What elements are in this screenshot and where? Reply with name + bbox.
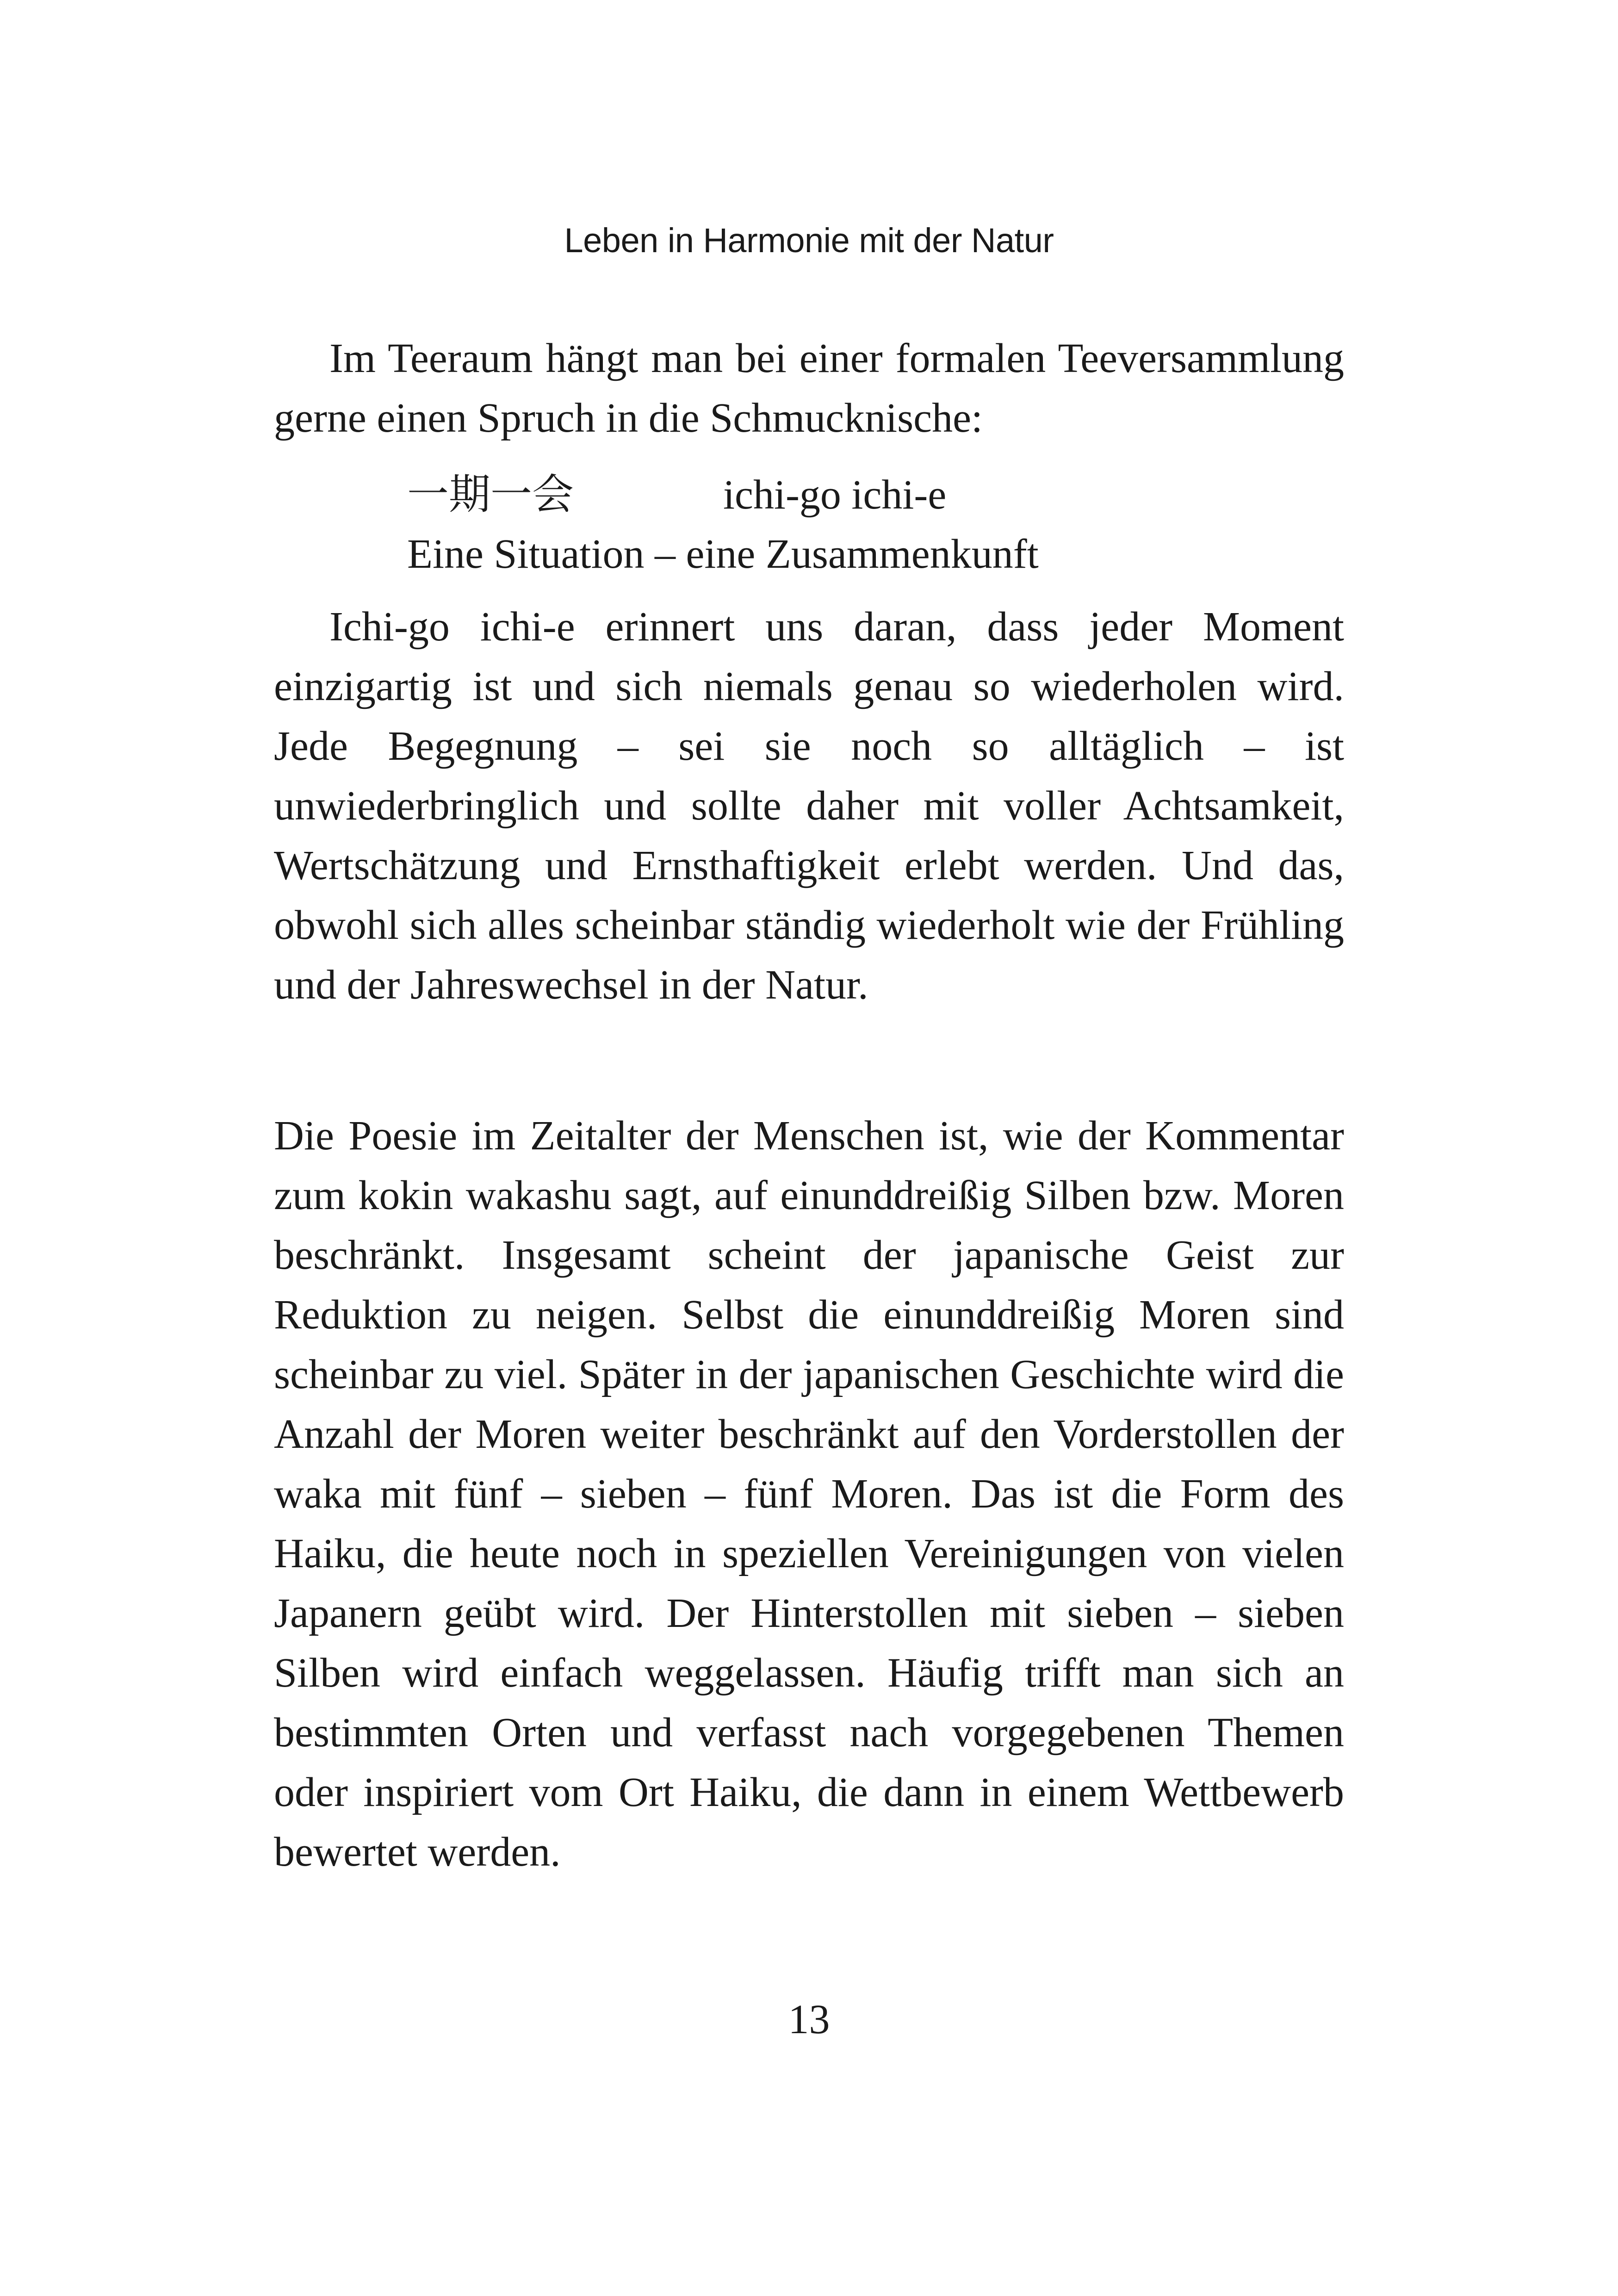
quote-kanji: 一期一会 xyxy=(407,470,574,519)
quote-romaji: ichi-go ichi-e xyxy=(723,472,947,518)
paragraph-poetry: Die Poesie im Zeitalter der Menschen ist, wie der Kommentar zum kokin wakashu sagt, auf einunddreißig Silben bzw. Moren beschränkt. Insgesamt scheint der japanische Geist zur Reduktion zu neigen. Selbst die einunddreißig Moren sind scheinbar zu viel. Später in der japanischen Geschichte wird die Anzahl der Moren weiter beschränkt auf den Vorderstollen der waka mit fünf – sieben – fünf Moren. Das ist die Form des Haiku, die heute noch in speziellen Vereinigungen von vielen Japanern geübt wird. Der Hinterstollen mit sieben – sieben Silben wird einfach weggelassen. Häufig trifft man sich an bestimmten Orten und verfasst nach vorgegebenen Themen oder inspiriert vom Ort Haiku, die dann in einem Wettbewerb bewertet werden. xyxy=(274,1113,1344,1875)
quote-translation: Eine Situation – eine Zusammenkunft xyxy=(407,531,1039,577)
quote-line-original xyxy=(407,465,946,525)
running-head: Leben in Harmonie mit der Natur xyxy=(564,221,1054,260)
page-number: 13 xyxy=(788,1997,830,2042)
paragraph-ichigo-ichie: Ichi-go ichi-e erinnert uns daran, dass jeder Moment einzigartig ist und sich niemals genau so wiederholen wird. Jede Begegnung – sei sie noch so alltäglich – ist unwiederbringlich und sollte daher mit voller Achtsamkeit, Wertschätzung und Ernsthaftigkeit erlebt werden. Und das, obwohl sich alles scheinbar ständig wiederholt wie der Frühling und der Jahreswechsel in der Natur. xyxy=(274,604,1344,1008)
paragraph-tea-room: Im Teeraum hängt man bei einer formalen Teeversammlung gerne einen Spruch in die Schmucknische: xyxy=(274,335,1344,441)
